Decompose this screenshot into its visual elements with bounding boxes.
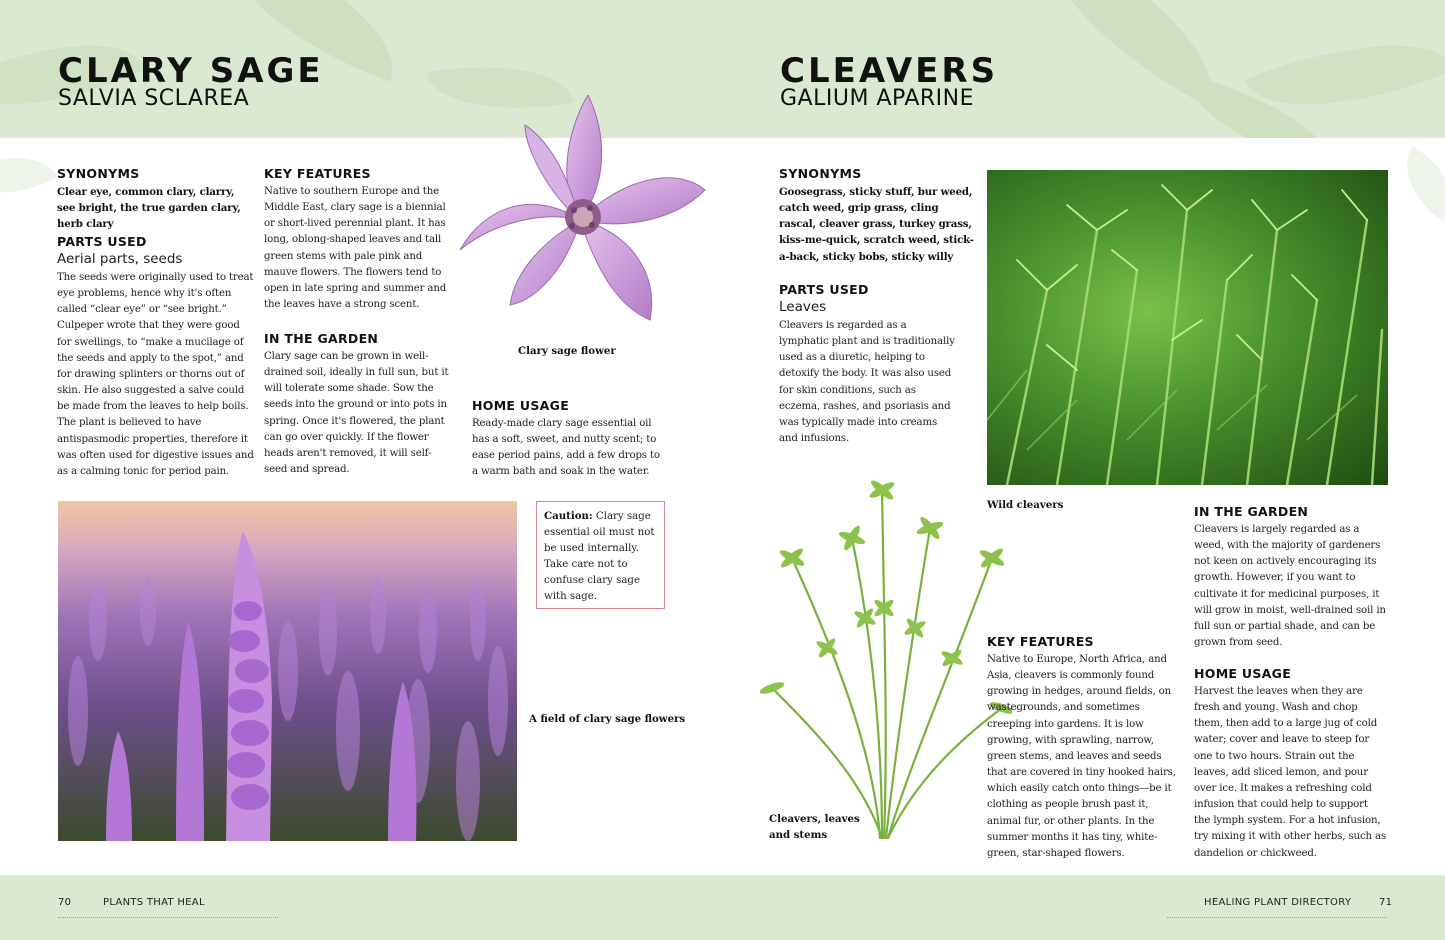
latin-name: SALVIA SCLAREA xyxy=(58,86,250,111)
wild-cleavers-photo xyxy=(987,170,1388,485)
footer-section-right: HEALING PLANT DIRECTORY xyxy=(1204,897,1352,908)
parts-used-subtitle: Aerial parts, seeds xyxy=(57,251,183,267)
synonyms-section xyxy=(57,166,255,232)
home-usage-section xyxy=(1194,666,1387,862)
figure-caption: Cleavers, leaves and stems xyxy=(769,813,860,841)
clary-sage-field-photo xyxy=(58,501,517,841)
section-heading: PARTS USED xyxy=(57,234,147,249)
section-heading: PARTS USED xyxy=(779,282,869,297)
synonyms-text: Clear eye, common clary, clarry, see bright, the true garden clary, herb clary xyxy=(57,186,241,231)
parts-used-subtitle: Leaves xyxy=(779,299,827,315)
home-usage-text: Harvest the leaves when they are fresh and young. Wash and chop them, then add to a large jug of cold water; cover and leave to steep for one to two hours. Strain out the leaves, add sliced lemon, and pour over ice. It makes a refreshing cold infusion that could help to support the lymph system. For a hot infusion, try mixing it with other herbs, such as dandelion or chickweed. xyxy=(1194,686,1387,859)
page-title: CLARY SAGE xyxy=(58,51,324,91)
latin-name: GALIUM APARINE xyxy=(780,86,975,111)
key-features-section xyxy=(987,634,1183,862)
section-heading: KEY FEATURES xyxy=(264,166,371,181)
parts-used-section xyxy=(779,282,957,447)
footer-section-left: PLANTS THAT HEAL xyxy=(103,897,205,908)
grass-icon xyxy=(987,170,1388,485)
page-number-left: 70 xyxy=(58,897,72,908)
section-heading: IN THE GARDEN xyxy=(1194,504,1309,519)
section-heading: SYNONYMS xyxy=(779,166,862,181)
caution-label: Caution: xyxy=(544,510,593,522)
key-features-section xyxy=(264,166,458,313)
parts-used-text: The seeds were originally used to treat eye problems, hence why it's often called “clear eye” or “see bright.” Culpeper wrote that they were good for swellings, to “make a mucilage of the seeds and apply to the spot,” and for drawing splinters or thorns out of skin. He also suggested a salve could be made from the leaves to help boils. The plant is believed to have antispasmodic properties, therefore it was often used for digestive issues and as a calming tonic for period pain. xyxy=(57,272,254,477)
page-number-right: 71 xyxy=(1379,897,1393,908)
in-the-garden-text: Cleavers is largely regarded as a weed, with the majority of gardeners not keen on actively encouraging its growth. However, if you want to cultivate it for medicinal purposes, it will grow in moist, well-drained soil in full sun or partial shade, and can be grown from seed. xyxy=(1194,524,1386,649)
synonyms-text: Goosegrass, sticky stuff, bur weed, catch weed, grip grass, cling rascal, cleaver grass, turkey grass, kiss-me-quick, scratch weed, stick-a-back, sticky bobs, sticky willy xyxy=(779,186,974,263)
section-heading: HOME USAGE xyxy=(472,398,570,413)
section-heading: IN THE GARDEN xyxy=(264,331,379,346)
footer-divider xyxy=(1167,917,1387,918)
figure-caption: A field of clary sage flowers xyxy=(529,713,686,725)
lavender-field-icon xyxy=(58,501,517,841)
in-the-garden-text: Clary sage can be grown in well-drained soil, ideally in full sun, but it will tolerate some shade. Sow the seeds into the ground or into pots in spring. Once it's flowered, the plant can go over quickly. If the flower heads aren't removed, it will self-seed and spread. xyxy=(264,351,449,476)
section-heading: KEY FEATURES xyxy=(987,634,1094,649)
decorative-leaf-icon xyxy=(0,133,57,216)
section-heading: SYNONYMS xyxy=(57,166,140,181)
decorative-leaf-icon xyxy=(1387,146,1445,224)
footer-divider xyxy=(58,917,278,918)
home-usage-text: Ready-made clary sage essential oil has a soft, sweet, and nutty scent; to ease period pains, add a few drops to a warm bath and soak in the water. xyxy=(472,418,660,478)
clary-sage-flower-image xyxy=(455,95,710,335)
cleavers-stems-image xyxy=(752,478,1012,843)
home-usage-section xyxy=(472,398,662,481)
in-the-garden-section xyxy=(264,331,454,478)
figure-caption: Wild cleavers xyxy=(987,499,1064,511)
section-heading: HOME USAGE xyxy=(1194,666,1292,681)
caution-box xyxy=(536,501,665,609)
caution-text: Clary sage essential oil must not be used internally. Take care not to confuse clary sage with sage. xyxy=(544,511,655,603)
page-title: CLEAVERS xyxy=(780,51,999,91)
parts-used-text: Cleavers is regarded as a lymphatic plant and is traditionally used as a diuretic, helping to detoxify the body. It was also used for skin conditions, such as eczema, rashes, and psoriasis and was typically made into creams and infusions. xyxy=(779,320,955,445)
parts-used-section xyxy=(57,234,254,480)
key-features-text: Native to southern Europe and the Middle East, clary sage is a biennial or short-lived perennial plant. It has long, oblong-shaped leaves and tall green stems with pale pink and mauve flowers. The flowers tend to open in late spring and summer and the leaves have a strong scent. xyxy=(264,186,447,311)
key-features-text: Native to Europe, North Africa, and Asia, cleavers is commonly found growing in hedges, around fields, on wastegrounds, and sometimes creeping into gardens. It is low growing, with sprawling, narrow, green stems, and leaves and seeds that are covered in tiny hooked hairs, which easily catch onto things—be it clothing as people brush past it, animal fur, or other plants. In the summer months it has tiny, white-green, star-shaped flowers. xyxy=(987,654,1176,859)
in-the-garden-section xyxy=(1194,504,1387,651)
figure-caption: Clary sage flower xyxy=(518,345,616,357)
synonyms-section xyxy=(779,166,975,265)
